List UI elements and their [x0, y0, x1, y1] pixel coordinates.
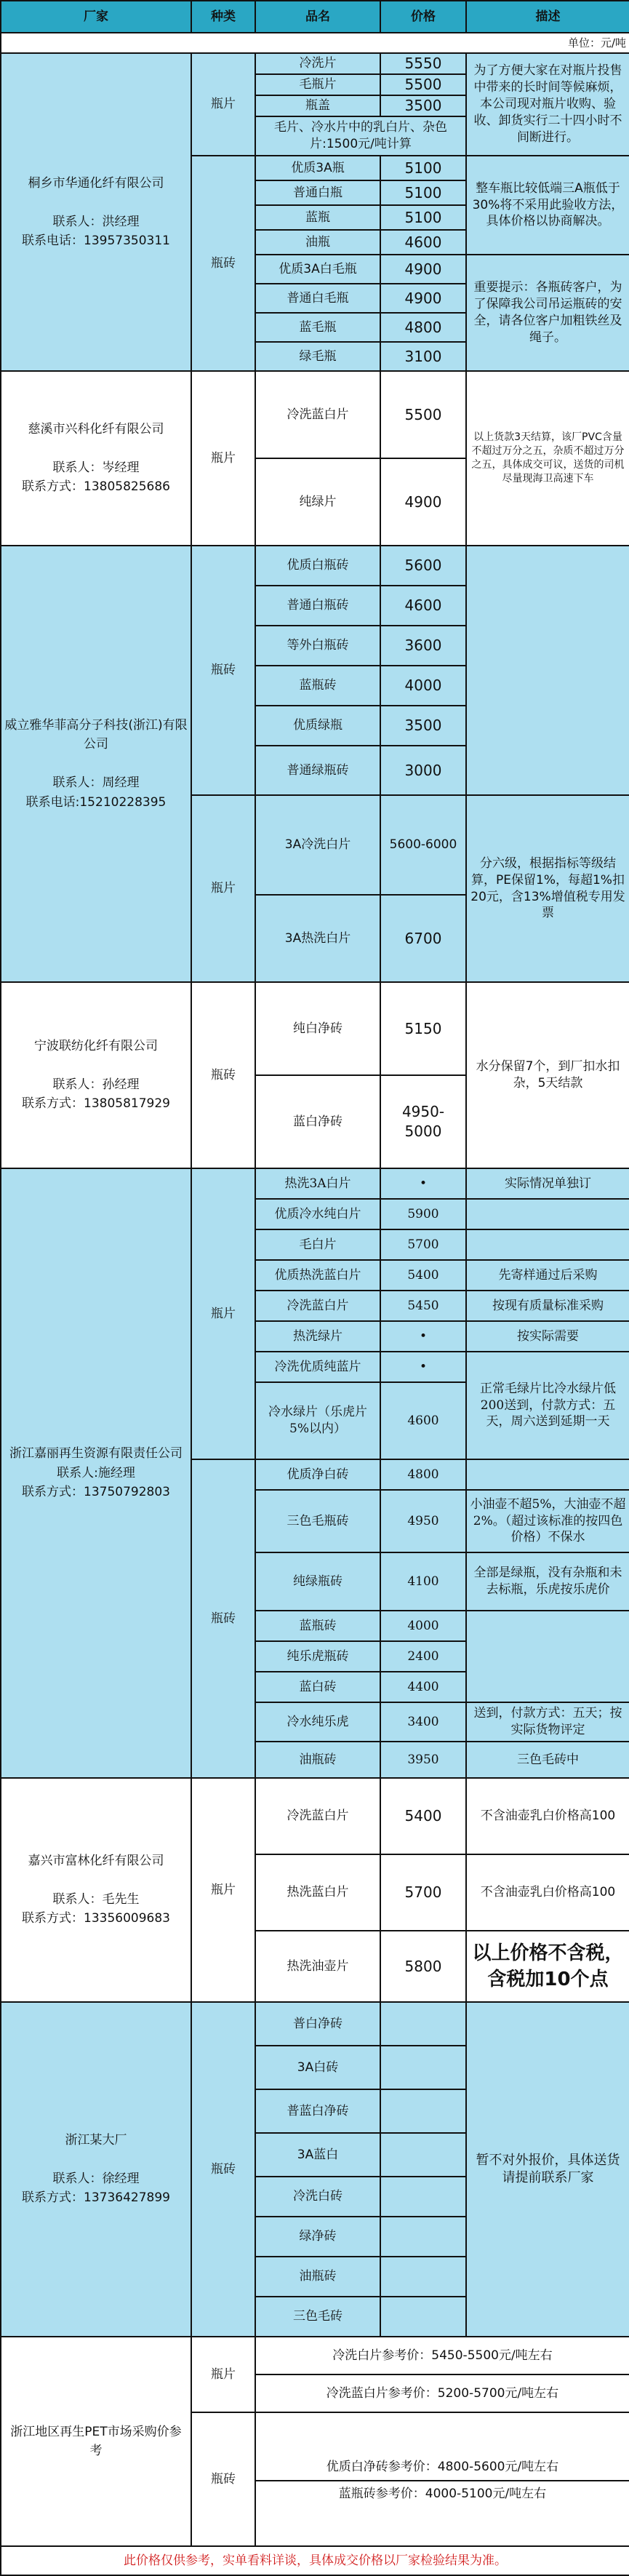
product-price: 5150 — [380, 982, 466, 1075]
contact-phone: 联系方式：13750792803 — [22, 1485, 170, 1500]
product-name: 蓝毛瓶 — [255, 313, 380, 342]
description-cell: 整车瓶比较低端三A瓶低于30%将不采用此验收方法，具体价格以协商解决。 — [466, 156, 629, 255]
footer-row — [1, 2546, 629, 2575]
product-price: 4900 — [380, 284, 466, 313]
product-price: • — [380, 1168, 466, 1199]
product-name: 优质3A瓶 — [255, 156, 380, 180]
product-name: 蓝瓶砖 — [255, 666, 380, 706]
description-cell: 实际情况单独订 — [466, 1168, 629, 1199]
category-cell: 瓶片 — [191, 53, 255, 156]
description-cell — [466, 1229, 629, 1260]
description-cell: 先寄样通过后采购 — [466, 1260, 629, 1291]
product-price: 5900 — [380, 1199, 466, 1229]
product-price — [380, 2002, 466, 2046]
product-price: 5700 — [380, 1229, 466, 1260]
description-cell: 暂不对外报价，具体送货请提前联系厂家 — [466, 2002, 629, 2337]
contact-phone: 联系电话:15210228395 — [25, 794, 167, 810]
contact-phone: 联系电话：13957350311 — [22, 233, 170, 248]
product-name: 优质净白砖 — [255, 1459, 380, 1490]
reference-price: 优质白净砖参考价：4800-5600元/吨左右 — [255, 2412, 629, 2481]
product-name: 冷洗蓝白片 — [255, 1291, 380, 1321]
contact-phone: 联系方式：13805825686 — [22, 479, 170, 495]
product-name: 热洗蓝白片 — [255, 1854, 380, 1931]
contact-person: 联系人：毛先生 — [52, 1892, 140, 1907]
product-name: 蓝白净砖 — [255, 1075, 380, 1168]
header-vendor: 厂家 — [1, 1, 191, 33]
table-row — [1, 1778, 629, 1854]
description-cell: 以上货款3天结算，该厂PVC含量不超过万分之五，杂质不超过万分之五，具体成交可议，送货的司机尽量现海卫高速下车 — [466, 371, 629, 546]
product-price: 5550 — [380, 53, 466, 74]
category-cell: 瓶砖 — [191, 156, 255, 371]
product-name: 热洗油壶片 — [255, 1931, 380, 2002]
description-cell — [466, 1459, 629, 1490]
product-note: 毛片、冷水片中的乳白片、杂色片:1500元/吨计算 — [255, 116, 466, 156]
category-cell: 瓶片 — [191, 371, 255, 546]
product-name: 普通白瓶 — [255, 180, 380, 205]
product-price: 4600 — [380, 1382, 466, 1459]
product-price: 3400 — [380, 1702, 466, 1742]
product-name: 油瓶 — [255, 230, 380, 255]
product-price: 4000 — [380, 1611, 466, 1641]
product-name: 3A蓝白 — [255, 2133, 380, 2177]
product-name: 蓝瓶砖 — [255, 1611, 380, 1641]
contact-person: 联系人：周经理 — [52, 775, 140, 791]
product-price: 3500 — [380, 95, 466, 116]
product-name: 优质3A白毛瓶 — [255, 255, 380, 284]
product-price — [380, 2089, 466, 2133]
product-name: 冷洗片 — [255, 53, 380, 74]
description-cell: 重要提示：各瓶砖客户，为了保障我公司吊运瓶砖的安全，请各位客户加粗铁丝及绳子。 — [466, 255, 629, 371]
header-product: 品名 — [255, 1, 380, 33]
product-name: 瓶盖 — [255, 95, 380, 116]
company-cell — [1, 1168, 191, 1778]
description-cell — [466, 1611, 629, 1702]
category-cell: 瓶片 — [191, 1778, 255, 2002]
description-cell: 正常毛绿片比冷水绿片低200送到，付款方式：五天，周六送到延期一天 — [466, 1352, 629, 1459]
product-name: 冷洗蓝白片 — [255, 1778, 380, 1854]
company-cell — [1, 1778, 191, 2002]
contact-person: 联系人：岑经理 — [52, 460, 140, 475]
product-price: 5600-6000 — [380, 795, 466, 895]
product-price: 5800 — [380, 1931, 466, 2002]
product-name: 优质冷水纯白片 — [255, 1199, 380, 1229]
product-price: 4400 — [380, 1672, 466, 1702]
category-cell: 瓶片 — [191, 2337, 255, 2412]
product-name: 毛瓶片 — [255, 74, 380, 95]
description-cell — [466, 546, 629, 795]
product-name: 纯绿瓶砖 — [255, 1552, 380, 1611]
product-name: 蓝白砖 — [255, 1672, 380, 1702]
company-name: 威立雅华菲高分子科技(浙江)有限公司 — [4, 718, 188, 752]
product-name: 油瓶砖 — [255, 1742, 380, 1778]
product-name: 3A白砖 — [255, 2046, 380, 2089]
header-price: 价格 — [380, 1, 466, 33]
product-name: 绿毛瓶 — [255, 342, 380, 371]
product-name: 3A热洗白片 — [255, 895, 380, 982]
product-price: 5100 — [380, 205, 466, 230]
category-cell: 瓶砖 — [191, 546, 255, 795]
product-name: 3A冷洗白片 — [255, 795, 380, 895]
product-name: 冷洗优质纯蓝片 — [255, 1352, 380, 1382]
product-name: 油瓶砖 — [255, 2257, 380, 2297]
description-cell: 以上价格不含税，含税加10个点 — [466, 1931, 629, 2002]
table-row — [1, 53, 629, 74]
company-cell — [1, 982, 191, 1168]
product-price: 4600 — [380, 230, 466, 255]
unit-row — [1, 33, 629, 53]
table-row — [1, 1168, 629, 1199]
product-price: 5700 — [380, 1854, 466, 1931]
contact-person: 联系人：洪经理 — [52, 214, 140, 229]
description-cell: 水分保留7个，到厂扣水扣杂，5天结款 — [466, 982, 629, 1168]
product-name: 纯白净砖 — [255, 982, 380, 1075]
description-cell — [466, 1199, 629, 1229]
product-price: 3500 — [380, 706, 466, 746]
table-row — [1, 2002, 629, 2046]
header-category: 种类 — [191, 1, 255, 33]
unit-label: 单位：元/吨 — [1, 33, 629, 53]
product-name: 优质热洗蓝白片 — [255, 1260, 380, 1291]
product-price: 5100 — [380, 156, 466, 180]
product-price: 4900 — [380, 255, 466, 284]
product-name: 等外白瓶砖 — [255, 626, 380, 666]
product-price — [380, 2257, 466, 2297]
product-price: 5450 — [380, 1291, 466, 1321]
category-cell: 瓶砖 — [191, 2002, 255, 2337]
product-name: 普通绿瓶砖 — [255, 746, 380, 795]
product-name: 绿净砖 — [255, 2217, 380, 2257]
table-row — [1, 982, 629, 1075]
description-cell: 送到，付款方式：五天；按实际货物评定 — [466, 1702, 629, 1742]
product-name: 普白净砖 — [255, 2002, 380, 2046]
table-row — [1, 371, 629, 458]
company-cell — [1, 53, 191, 371]
product-name: 纯绿片 — [255, 458, 380, 546]
product-name: 普通白瓶砖 — [255, 586, 380, 626]
description-cell: 按实际需要 — [466, 1321, 629, 1352]
product-name: 优质白瓶砖 — [255, 546, 380, 586]
product-price: 4600 — [380, 586, 466, 626]
company-cell — [1, 2002, 191, 2337]
product-name: 热洗绿片 — [255, 1321, 380, 1352]
product-price: 3950 — [380, 1742, 466, 1778]
product-price: 4000 — [380, 666, 466, 706]
product-price: 6700 — [380, 895, 466, 982]
product-price: 4800 — [380, 313, 466, 342]
description-cell: 不含油壶乳白价格高100 — [466, 1778, 629, 1854]
description-cell: 分六级，根据指标等级结算，PE保留1%，每超1%扣20元，含13%增值税专用发票 — [466, 795, 629, 982]
reference-price: 冷洗白片参考价：5450-5500元/吨左右 — [255, 2337, 629, 2374]
description-cell: 三色毛砖中 — [466, 1742, 629, 1778]
product-price: 4100 — [380, 1552, 466, 1611]
product-name: 蓝瓶 — [255, 205, 380, 230]
header-description: 描述 — [466, 1, 629, 33]
product-name: 优质绿瓶 — [255, 706, 380, 746]
table-row — [1, 2337, 629, 2374]
product-price: 4900 — [380, 458, 466, 546]
contact-person: 联系人：孙经理 — [52, 1077, 140, 1092]
product-price: 5100 — [380, 180, 466, 205]
product-price: 5600 — [380, 546, 466, 586]
contact-phone: 联系方式：13805817929 — [22, 1096, 170, 1112]
company-cell — [1, 371, 191, 546]
product-name: 热洗3A白片 — [255, 1168, 380, 1199]
product-price — [380, 2297, 466, 2337]
product-price: 3100 — [380, 342, 466, 371]
product-name: 冷洗白砖 — [255, 2177, 380, 2217]
disclaimer: 此价格仅供参考，实单看料详谈，具体成交价格以厂家检验结果为准。 — [1, 2546, 629, 2575]
company-name: 慈溪市兴科化纤有限公司 — [28, 422, 164, 437]
company-name: 浙江嘉丽再生资源有限责任公司 — [9, 1446, 183, 1462]
category-cell: 瓶砖 — [191, 982, 255, 1168]
product-name: 三色毛瓶砖 — [255, 1490, 380, 1552]
contact-phone: 联系方式：13736427899 — [22, 2190, 170, 2206]
product-price: 4950 — [380, 1490, 466, 1552]
product-name: 纯乐虎瓶砖 — [255, 1641, 380, 1672]
description-cell: 不含油壶乳白价格高100 — [466, 1854, 629, 1931]
product-price: 4950-5000 — [380, 1075, 466, 1168]
product-price: 3000 — [380, 746, 466, 795]
category-cell: 瓶片 — [191, 1168, 255, 1459]
contact-person: 联系人：徐经理 — [52, 2172, 140, 2186]
product-price: 5400 — [380, 1778, 466, 1854]
table-header — [1, 1, 629, 33]
product-price — [380, 2133, 466, 2177]
reference-price: 冷洗蓝白片参考价：5200-5700元/吨左右 — [255, 2374, 629, 2412]
category-cell: 瓶砖 — [191, 1459, 255, 1778]
reference-price: 蓝瓶砖参考价：4000-5100元/吨左右 — [255, 2481, 629, 2546]
company-name: 宁波联纺化纤有限公司 — [34, 1039, 158, 1054]
company-name: 嘉兴市富林化纤有限公司 — [28, 1854, 164, 1869]
company-cell: 浙江地区再生PET市场采购价参考 — [1, 2337, 191, 2546]
product-name: 冷水绿片（乐虎片5%以内） — [255, 1382, 380, 1459]
table-row — [1, 546, 629, 586]
product-name: 普蓝白净砖 — [255, 2089, 380, 2133]
product-name: 冷洗蓝白片 — [255, 371, 380, 458]
product-price — [380, 2217, 466, 2257]
product-price: 5500 — [380, 371, 466, 458]
product-name: 三色毛砖 — [255, 2297, 380, 2337]
product-price — [380, 2046, 466, 2089]
product-price: 5500 — [380, 74, 466, 95]
product-price: 4800 — [380, 1459, 466, 1490]
description-cell: 为了方便大家在对瓶片投售中带来的长时间等候麻烦，本公司现对瓶片收购、验收、卸货实行二十四小时不间断进行。 — [466, 53, 629, 156]
company-name: 桐乡市华通化纤有限公司 — [28, 175, 164, 191]
category-cell: 瓶片 — [191, 795, 255, 982]
product-price: • — [380, 1352, 466, 1382]
description-cell: 小油壶不超5%，大油壶不超2%。（超过该标准的按四色价格）不保水 — [466, 1490, 629, 1552]
product-name: 冷水纯乐虎 — [255, 1702, 380, 1742]
product-name: 普通白毛瓶 — [255, 284, 380, 313]
product-price: 5400 — [380, 1260, 466, 1291]
contact-phone: 联系方式：13356009683 — [22, 1911, 170, 1926]
product-price: 3600 — [380, 626, 466, 666]
description-cell: 全部是绿瓶，没有杂瓶和未去标瓶，乐虎按乐虎价 — [466, 1552, 629, 1611]
product-price: • — [380, 1321, 466, 1352]
contact-person: 联系人:施经理 — [57, 1465, 135, 1480]
company-name: 浙江某大厂 — [65, 2133, 127, 2148]
product-price: 2400 — [380, 1641, 466, 1672]
company-cell — [1, 546, 191, 982]
product-name: 毛白片 — [255, 1229, 380, 1260]
category-cell: 瓶砖 — [191, 2412, 255, 2546]
description-cell: 按现有质量标准采购 — [466, 1291, 629, 1321]
product-price — [380, 2177, 466, 2217]
